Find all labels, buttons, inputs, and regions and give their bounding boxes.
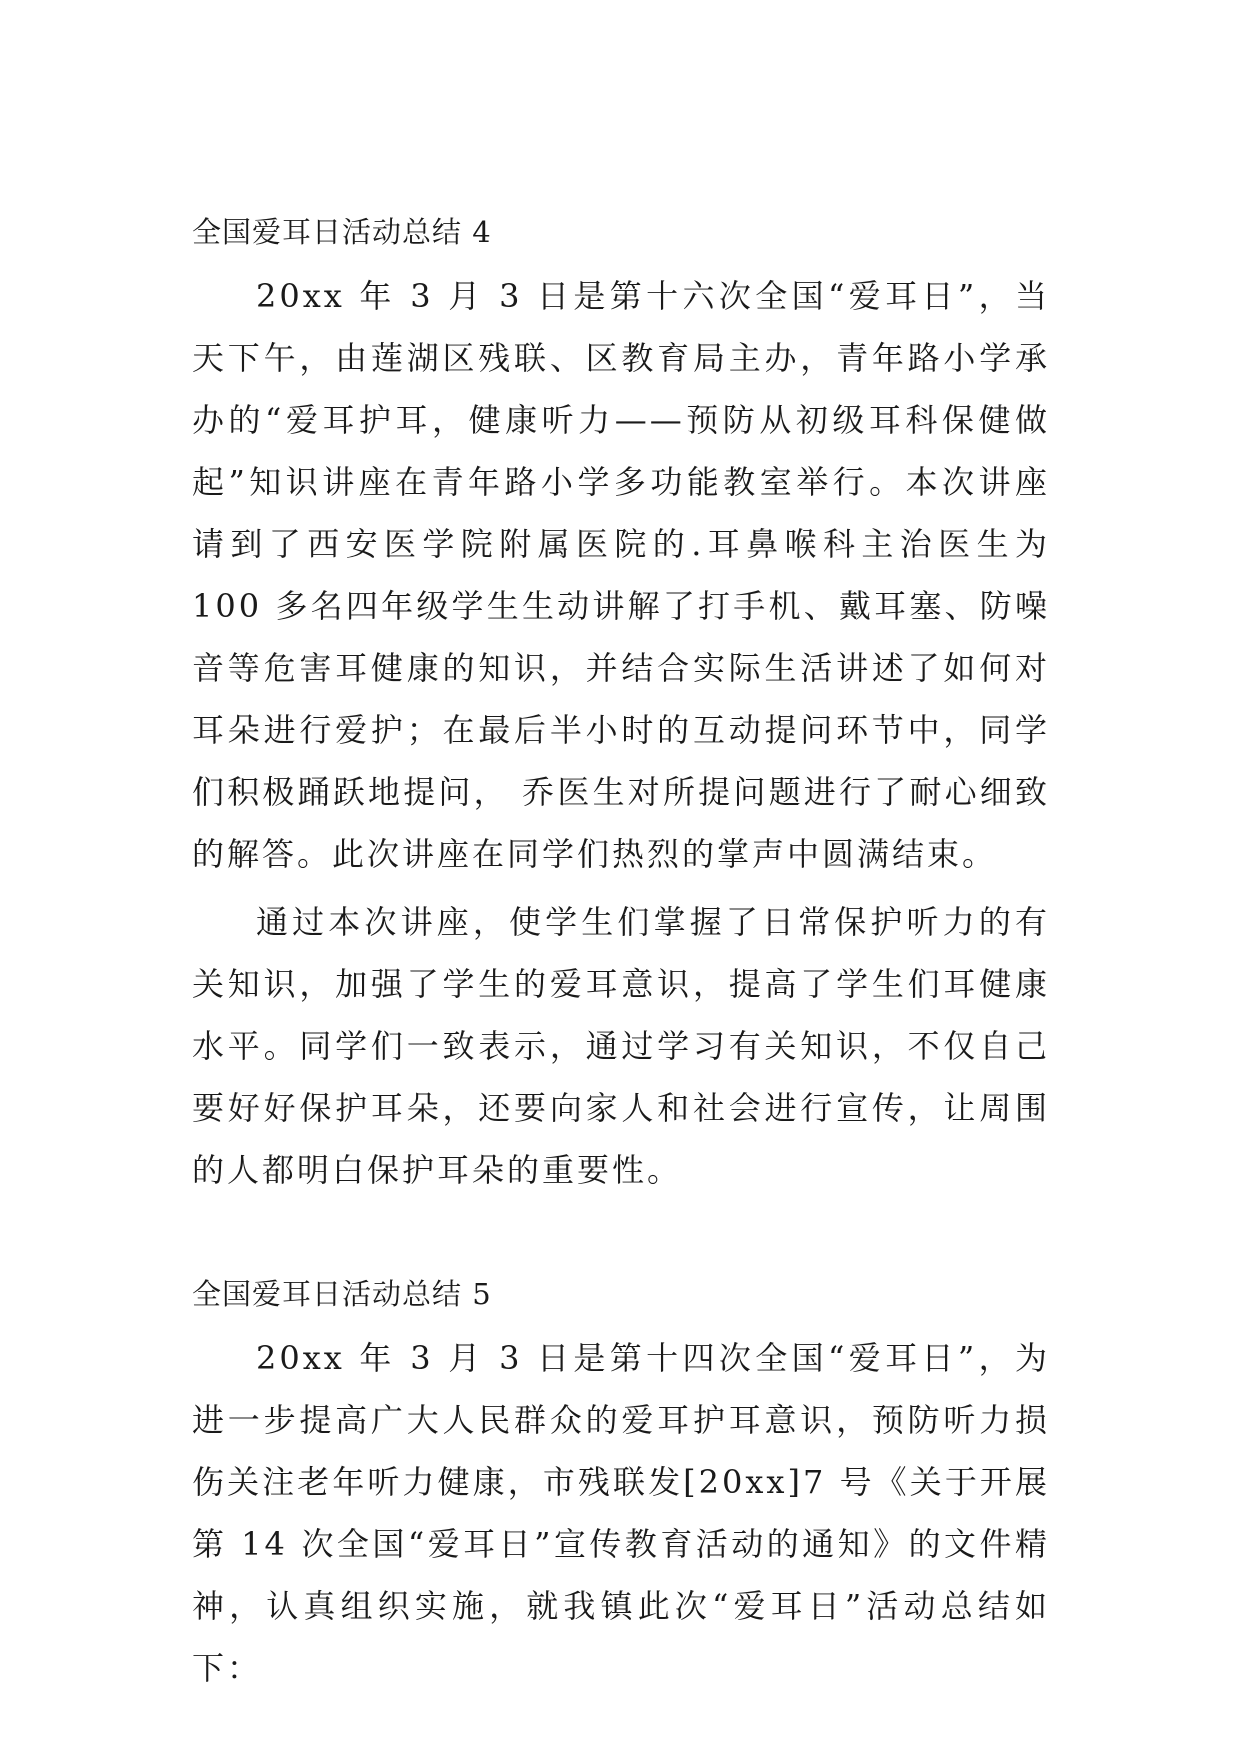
- section-4-paragraph-1: 20xx 年 3 月 3 日是第十六次全国“爱耳日”，当天下午，由莲湖区残联、区教育局主办，青年路小学承办的“爱耳护耳，健康听力——预防从初级耳科保健做起”知识讲座在青年路小学多功能教室举行。本次讲座请到了西安医学院附属医院的.耳鼻喉科主治医生为 100 多名四年级学生生动讲解了打手机、戴耳塞、防噪音等危害耳健康的知识，并结合实际生活讲述了如何对耳朵进行爱护；在最后半小时的互动提问环节中，同学们积极踊跃地提问， 乔医生对所提问题进行了耐心细致的解答。此次讲座在同学们热烈的掌声中圆满结束。: [192, 277, 1050, 873]
- section-4-title: 全国爱耳日活动总结 4: [192, 215, 492, 249]
- document-body: [192, 213, 1050, 1699]
- section-5-paragraph-1: 20xx 年 3 月 3 日是第十四次全国“爱耳日”，为进一步提高广大人民群众的爱耳护耳意识，预防听力损伤关注老年听力健康，市残联发[20xx]7 号《关于开展第 14 次全国“爱耳日”宣传教育活动的通知》的文件精神，认真组织实施，就我镇此次“爱耳日”活动总结如下：: [192, 1339, 1050, 1687]
- section-4-paragraph-2: 通过本次讲座，使学生们掌握了日常保护听力的有关知识，加强了学生的爱耳意识，提高了学生们耳健康水平。同学们一致表示，通过学习有关知识，不仅自己要好好保护耳朵，还要向家人和社会进行宣传，让周围的人都明白保护耳朵的重要性。: [192, 903, 1050, 1189]
- section-5-title: 全国爱耳日活动总结 5: [192, 1277, 492, 1311]
